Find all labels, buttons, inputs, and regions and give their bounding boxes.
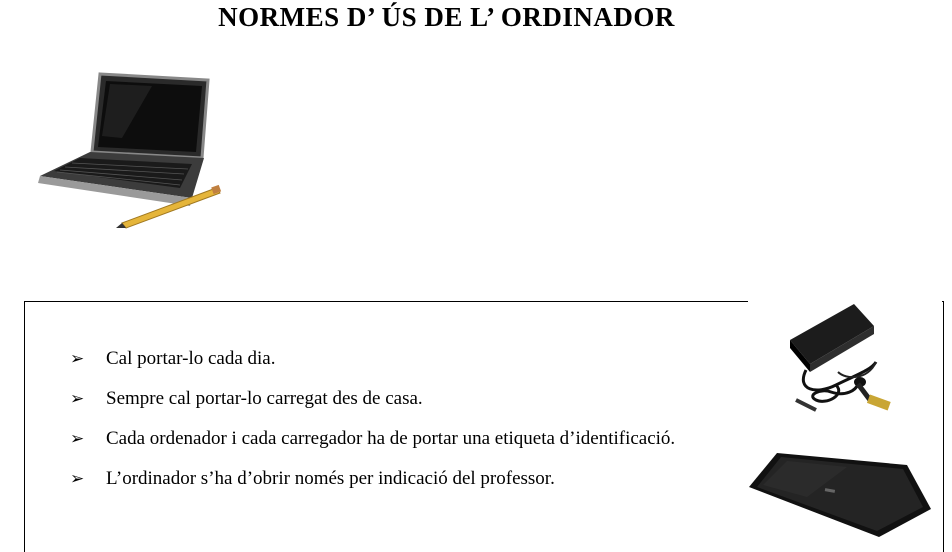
rule-text: Cada ordenador i cada carregador ha de portar una etiqueta d’identificació. (106, 428, 676, 449)
rule-text: Cal portar-lo cada dia. (106, 348, 276, 369)
rule-text: L’ordinador s’ha d’obrir només per indicació del professor. (106, 468, 555, 489)
arrow-bullet-icon: ➢ (70, 349, 85, 368)
charger-image (776, 300, 906, 422)
laptop-image (32, 68, 227, 230)
list-item (70, 339, 726, 379)
rule-text: Sempre cal portar-lo carregat des de casa. (106, 388, 423, 409)
list-item (70, 419, 726, 459)
arrow-bullet-icon: ➢ (70, 389, 85, 408)
arrow-bullet-icon: ➢ (70, 469, 85, 488)
list-item (70, 459, 726, 499)
page-title: NORMES D’ ÚS DE L’ ORDINADOR (218, 2, 675, 32)
arrow-bullet-icon: ➢ (70, 429, 85, 448)
list-item (70, 379, 726, 419)
rules-list (70, 339, 726, 499)
closed-laptop-image (747, 447, 935, 539)
